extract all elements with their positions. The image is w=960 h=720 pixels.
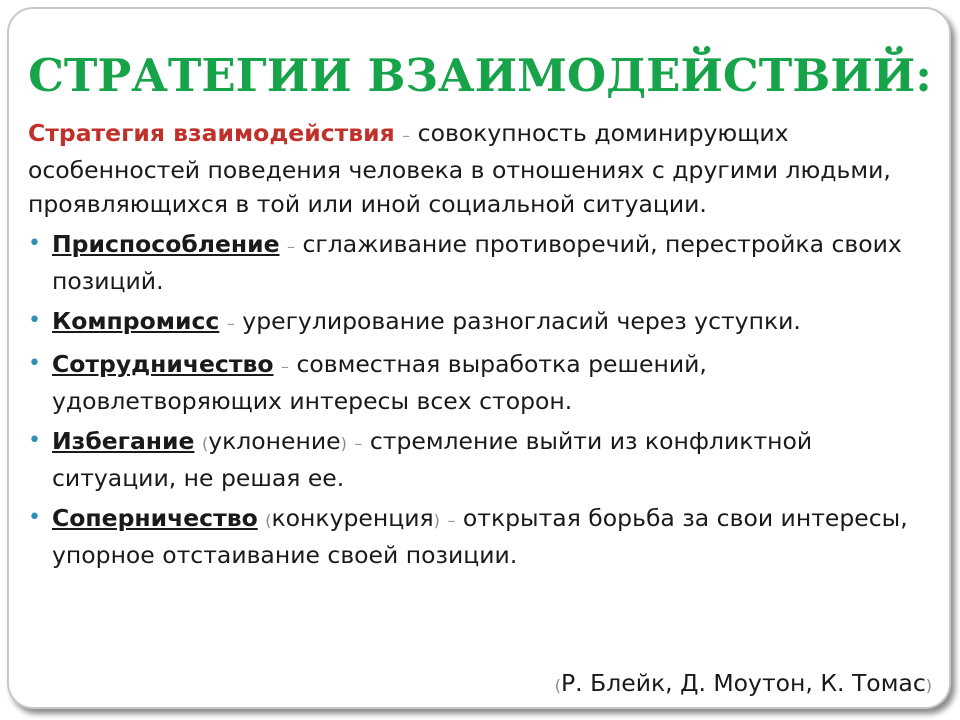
strategy-end: . — [156, 267, 164, 295]
paren-close: ) — [433, 511, 440, 530]
paren-open: ( — [554, 676, 561, 695]
slide-title: СТРАТЕГИИ ВЗАИМОДЕЙСТВИЙ: — [28, 49, 932, 102]
paren-close: ) — [925, 676, 932, 695]
strategy-text: сглаживание противоречий, перестройка своих позиций — [52, 230, 902, 295]
strategy-end: . — [793, 307, 801, 335]
definition-text: совокупность доминирующих особенностей поведения человека в отношениях с другими людьми, проявляющихся в той или иной социальной ситуации — [28, 119, 891, 218]
list-item-avoidance — [28, 424, 933, 495]
definition-dash: – — [402, 126, 411, 145]
bullet-icon: • — [28, 505, 41, 530]
strategy-text: стремление выйти из конфликтной ситуации, не решая ее — [52, 427, 813, 492]
strategy-text: урегулирование разногласий через уступки — [242, 307, 794, 335]
authors-text: Р. Блейк, Д. Моутон, К. Томас — [560, 669, 926, 697]
list-item-competition — [28, 501, 933, 572]
strategy-end: . — [509, 541, 518, 569]
definition-term: Стратегия взаимодействия — [28, 119, 395, 147]
bullet-icon: • — [28, 308, 41, 333]
strategy-dash: – — [354, 434, 363, 453]
list-item-adaptation — [28, 227, 933, 298]
strategy-alt-term: конкуренция — [271, 504, 434, 532]
list-item-cooperation — [28, 347, 933, 418]
strategy-list — [28, 227, 933, 572]
strategy-dash: – — [287, 237, 296, 256]
strategy-dash: – — [226, 314, 235, 333]
authors-citation — [555, 666, 932, 703]
strategy-term: Соперничество — [52, 504, 258, 532]
strategy-end: . — [564, 387, 573, 415]
strategy-end: . — [336, 464, 345, 492]
list-item-compromise — [28, 304, 933, 341]
strategy-text: открытая борьба за свои интересы, упорное отстаивание своей позиции — [52, 504, 908, 569]
strategy-dash: – — [280, 357, 289, 376]
paren-close: ) — [340, 434, 347, 453]
definition-end: . — [699, 190, 707, 218]
bullet-icon: • — [28, 231, 41, 256]
strategy-alt-term: уклонение — [208, 427, 341, 455]
strategy-dash: – — [447, 511, 456, 530]
strategy-text: совместная выработка решений, удовлетворяющих интересы всех сторон — [52, 350, 707, 415]
strategy-term: Избегание — [52, 427, 195, 455]
slide-content — [28, 116, 933, 578]
definition-paragraph — [28, 116, 933, 221]
strategy-term: Компромисс — [52, 307, 220, 335]
paren-open: ( — [265, 511, 272, 530]
strategy-term: Сотрудничество — [52, 350, 274, 378]
bullet-icon: • — [28, 351, 41, 376]
paren-open: ( — [201, 434, 209, 453]
strategy-term: Приспособление — [52, 230, 280, 258]
bullet-icon: • — [28, 428, 41, 453]
